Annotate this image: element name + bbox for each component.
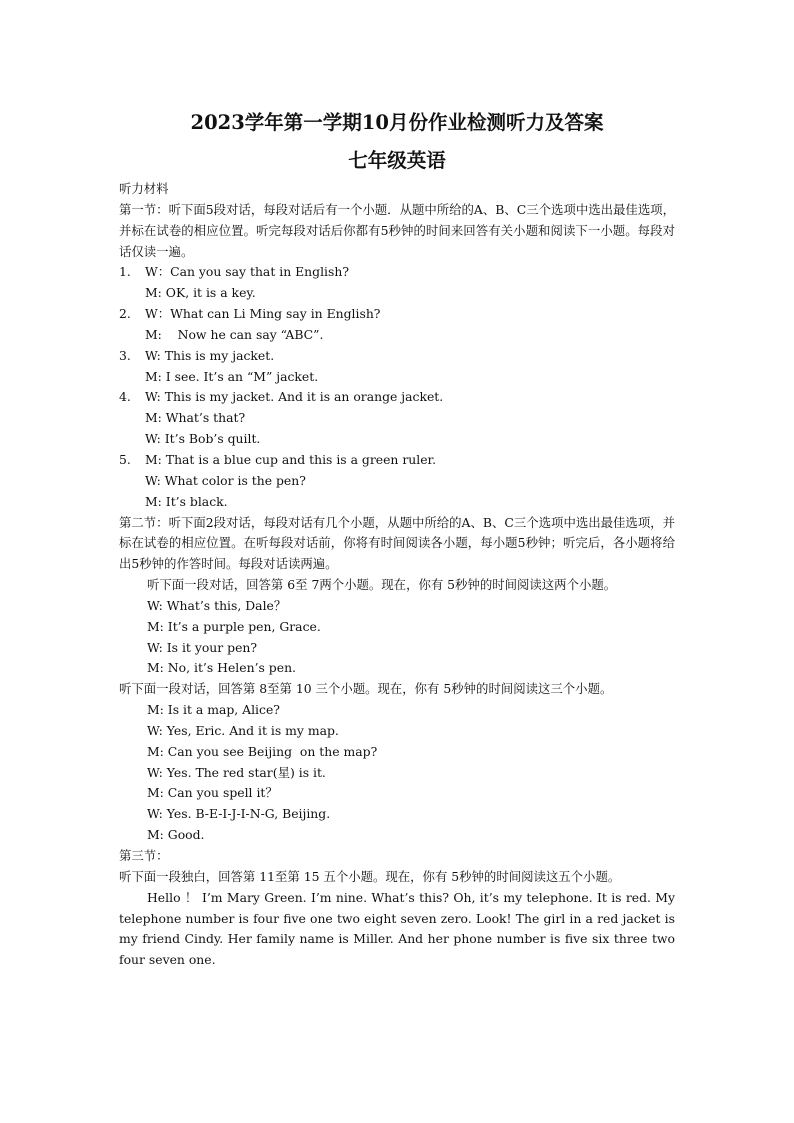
dialog-line: M: I see. It’s an “M” jacket. bbox=[145, 368, 319, 384]
section3-label: 第三节： bbox=[119, 848, 169, 863]
dialog-line: M: Now he can say “ABC”. bbox=[145, 326, 324, 342]
question-number: 1. bbox=[119, 264, 131, 280]
dialog-line: M: No, it’s Helen’s pen. bbox=[147, 660, 296, 676]
dialog-line: W：Can you say that in English? bbox=[145, 264, 349, 280]
question-5 bbox=[119, 450, 675, 513]
dialog-line: W: Yes. The red star(星) is it. bbox=[147, 764, 326, 780]
question-number: 3. bbox=[119, 347, 131, 363]
question-3 bbox=[119, 346, 675, 388]
question-number: 4. bbox=[119, 389, 131, 405]
document-title: 2023学年第一学期10月份作业检测听力及答案 bbox=[190, 111, 604, 134]
dialog1-intro: 听下面一段对话，回答第 6至 7两个小题。现在，你有 5秒钟的时间阅读这两个小题。 bbox=[147, 577, 617, 593]
dialog-line: M: Good. bbox=[147, 827, 205, 843]
dialog-line: M: Can you see Beijing on the map? bbox=[147, 743, 378, 759]
dialog-line: M: It’s a purple pen, Grace. bbox=[147, 618, 321, 634]
question-number: 5. bbox=[119, 451, 131, 467]
document-subtitle: 七年级英语 bbox=[348, 149, 446, 172]
document-body bbox=[119, 179, 675, 971]
dialog-line: M: It’s black. bbox=[145, 493, 228, 509]
dialog-line: W: What’s this, Dale？ bbox=[147, 597, 287, 613]
dialog-line: M: What’s that? bbox=[145, 410, 246, 426]
dialog-line: W: This is my jacket. And it is an orange jacket. bbox=[145, 389, 444, 405]
dialog-line: W：What can Li Ming say in English? bbox=[145, 306, 381, 322]
dialog-line: W: This is my jacket. bbox=[145, 347, 275, 363]
dialog-line: M: Is it a map, Alice? bbox=[147, 702, 280, 718]
dialog-line: M: OK, it is a key. bbox=[145, 285, 256, 301]
dialog-line: M: That is a blue cup and this is a green ruler. bbox=[145, 451, 437, 467]
dialog-line: W: It’s Bob’s quilt. bbox=[145, 431, 261, 447]
dialog-line: M: Can you spell it？ bbox=[147, 785, 278, 801]
question-1 bbox=[119, 262, 675, 304]
dialog-line: W: Yes, Eric. And it is my map. bbox=[147, 722, 339, 738]
dialog-line: W: Is it your pen? bbox=[147, 639, 258, 655]
dialog-line: W: Yes. B-E-I-J-I-N-G, Beijing. bbox=[147, 806, 331, 822]
section1-intro: 第一节：听下面5段对话，每段对话后有一个小题．从题中所给的A、B、C三个选项中选出最佳选项，并标在试卷的相应位置。听完每段对话后你都有5秒钟的时间来回答有关小题和阅读下一小题。每段对话仅读一遍。 bbox=[119, 201, 675, 259]
section2-intro: 第二节：听下面2段对话，每段对话有几个小题，从题中所给的A、B、C三个选项中选出最佳选项，并标在试卷的相应位置。在听每段对话前，你将有时间阅读各小题，每小题5秒钟；听完后，各小题将给出5秒钟的作答时间。每段对话读两遍。 bbox=[119, 514, 675, 572]
question-4 bbox=[119, 387, 675, 450]
section3-intro: 听下面一段独白，回答第 11至第 15 五个小题。现在，你有 5秒钟的时间阅读这五个小题。 bbox=[119, 868, 621, 884]
question-2 bbox=[119, 304, 675, 346]
dialog-line: W: What color is the pen? bbox=[145, 472, 306, 488]
monologue-text: Hello ！ I’m Mary Green. I’m nine. What’s this? Oh, it’s my telephone. It is red. My telephone number is four five one two eight seven zero. Look! The girl in a red jacket is my friend Cindy. Her family name is Miller. And her phone number is five six three two four seven one. bbox=[119, 889, 675, 968]
dialog2-intro: 听下面一段对话，回答第 8至第 10 三个小题。现在，你有 5秒钟的时间阅读这三个小题。 bbox=[119, 681, 613, 697]
question-number: 2. bbox=[119, 306, 131, 322]
section-heading: 听力材料 bbox=[119, 181, 169, 196]
